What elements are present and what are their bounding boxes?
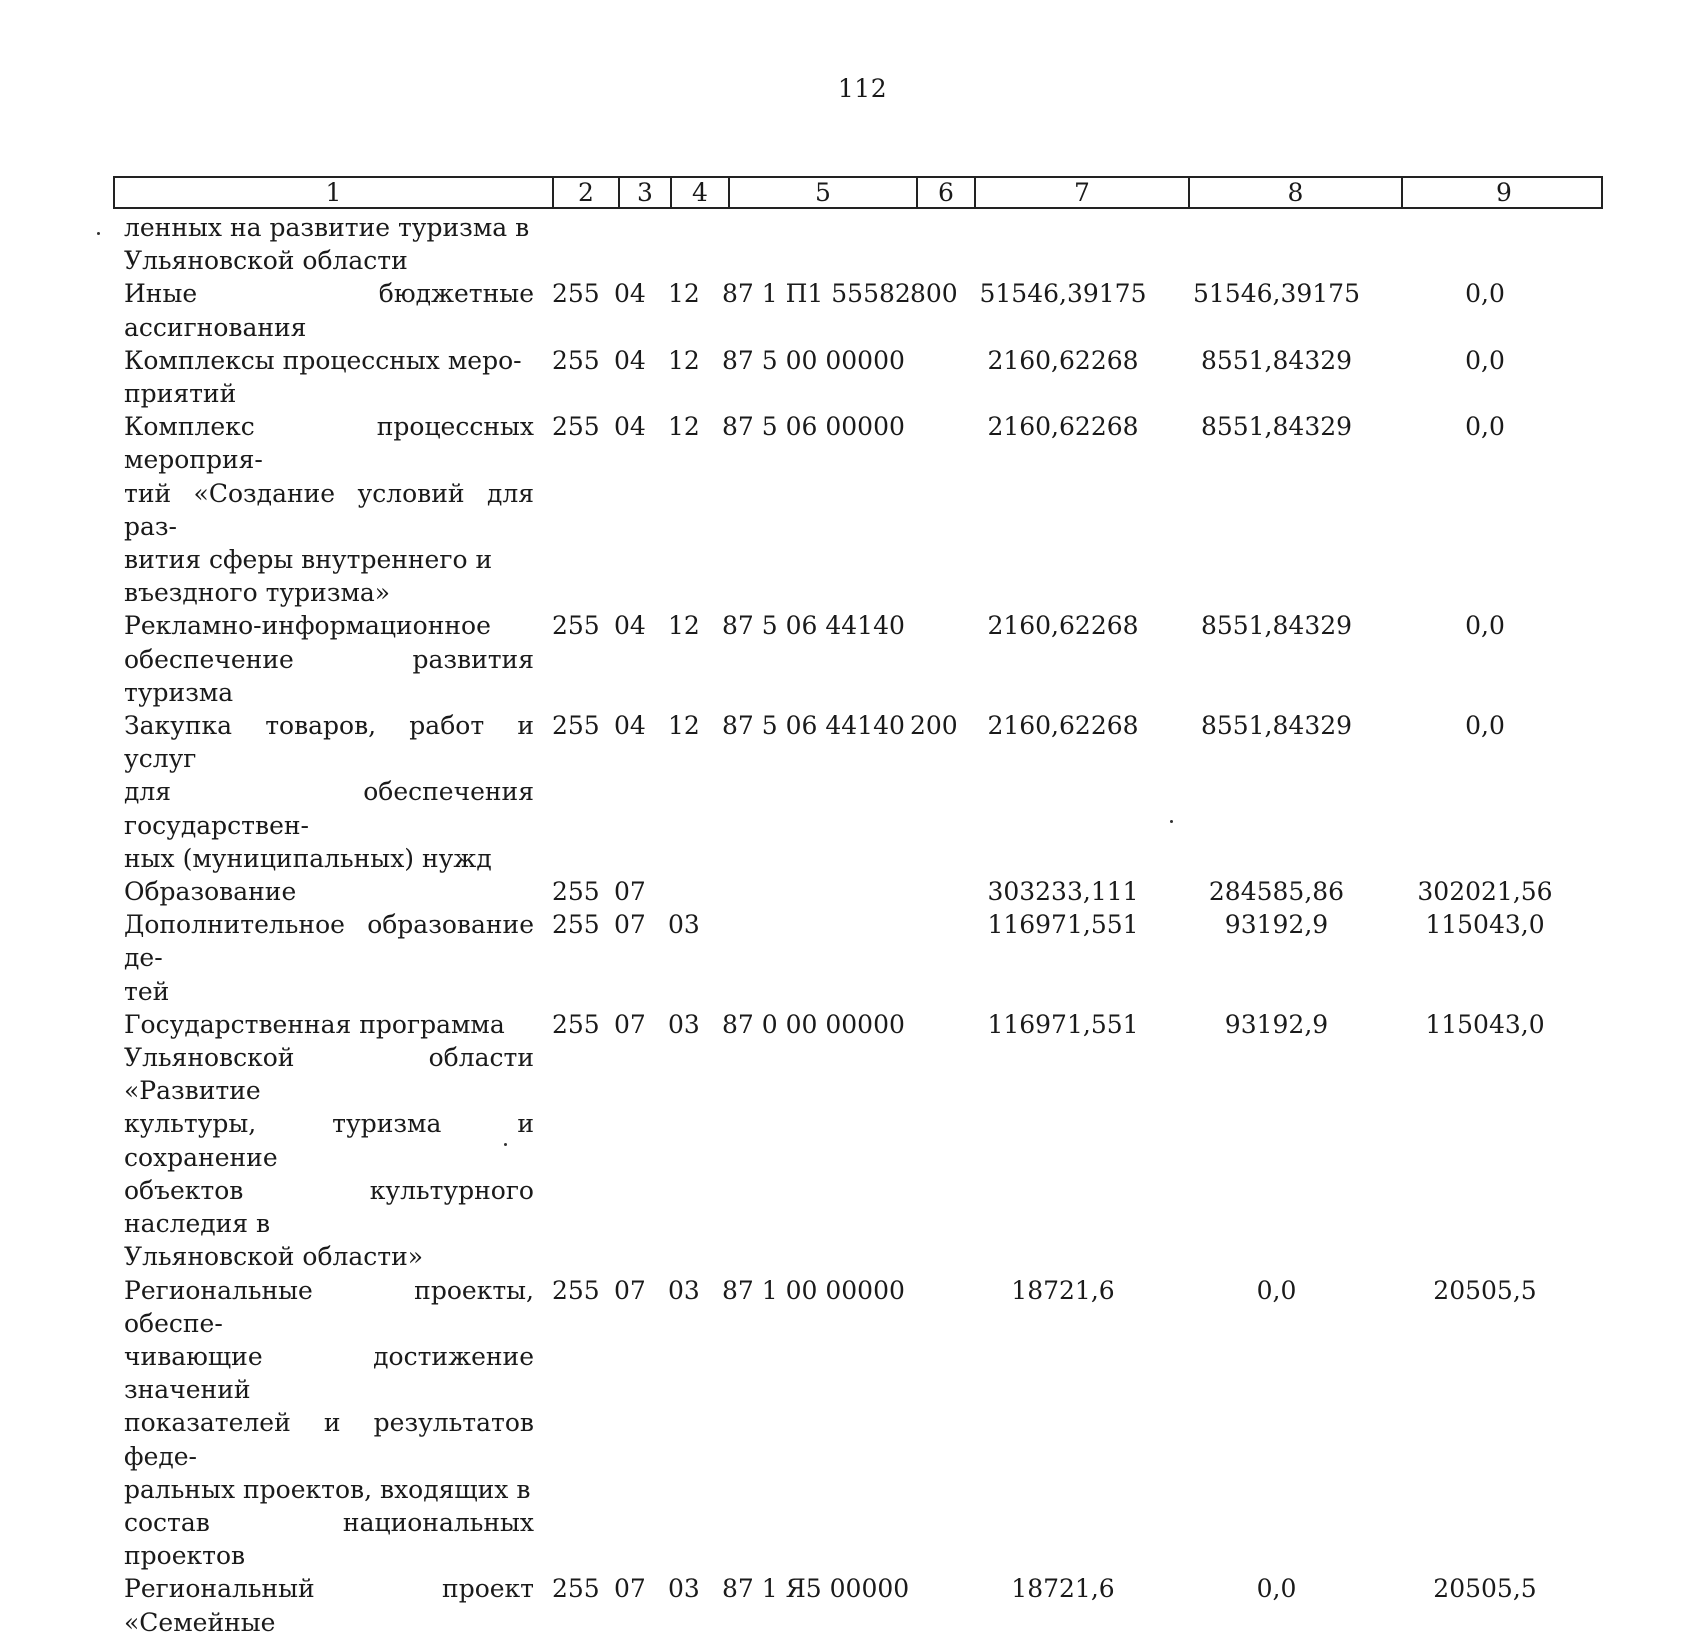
table-row xyxy=(124,211,1624,277)
col-4-value xyxy=(656,875,710,908)
col-4-value: 03 xyxy=(668,1574,700,1604)
header-col-3: 3 xyxy=(618,178,670,208)
col-8-value: 93192,9 xyxy=(1224,910,1329,940)
col-3-value xyxy=(602,211,656,277)
row-description: Дополнительное образование де- тей xyxy=(124,910,534,1006)
col-8-value: 8551,84329 xyxy=(1200,345,1353,375)
col-5-value: 87 1 00 00000 xyxy=(722,1275,905,1305)
scan-mark xyxy=(504,1143,507,1146)
col-2-value: 255 xyxy=(552,611,600,641)
col-9-value: 0,0 xyxy=(1465,345,1505,375)
col-2-value xyxy=(540,211,602,277)
table-row xyxy=(124,908,1624,1008)
table-row xyxy=(124,609,1624,709)
col-4-value: 12 xyxy=(668,711,700,741)
col-7-value: 18721,6 xyxy=(1011,1574,1115,1604)
col-9-value: 0,0 xyxy=(1465,412,1505,442)
row-description: Региональный проект «Семейные xyxy=(124,1574,534,1637)
header-col-2: 2 xyxy=(552,178,618,208)
col-2-value: 255 xyxy=(552,711,600,741)
col-5-value: 87 1 Я5 00000 xyxy=(722,1574,910,1604)
col-4-value: 12 xyxy=(668,345,700,375)
col-5-value: 87 5 06 44140 xyxy=(722,611,905,641)
row-description: Комплексы процессных меро- приятий xyxy=(124,345,522,409)
table-row xyxy=(124,1572,1624,1638)
table-row xyxy=(124,1274,1624,1573)
col-3-value: 07 xyxy=(614,1574,646,1604)
col-6-value xyxy=(898,1572,956,1638)
page-number: 112 xyxy=(837,74,888,103)
col-2-value: 255 xyxy=(552,1009,600,1039)
col-7-value: 116971,551 xyxy=(987,1009,1139,1039)
col-8-value: 284585,86 xyxy=(1208,877,1345,907)
col-8-value: 93192,9 xyxy=(1224,1009,1329,1039)
col-6-value xyxy=(898,344,956,410)
col-2-value: 255 xyxy=(552,345,600,375)
table-row xyxy=(124,277,1624,343)
col-9-value: 20505,5 xyxy=(1433,1275,1537,1305)
col-6-value xyxy=(898,211,956,277)
table-row xyxy=(124,709,1624,875)
col-3-value: 04 xyxy=(614,711,646,741)
col-3-value: 07 xyxy=(614,877,646,907)
row-description: Региональные проекты, обеспе- чивающие достижение значений показателей и результатов феде- ральных проектов, входящих в состав национальных проектов xyxy=(124,1275,534,1571)
col-7-value: 303233,111 xyxy=(987,877,1139,907)
col-4-value: 12 xyxy=(668,279,700,309)
col-5-value: 87 1 П1 55582 xyxy=(722,279,911,309)
col-6-value: 200 xyxy=(910,711,958,741)
col-9-value: 20505,5 xyxy=(1433,1574,1537,1604)
header-col-5: 5 xyxy=(728,178,916,208)
table-row xyxy=(124,1008,1624,1274)
row-description: Комплекс процессных мероприя- тий «Создание условий для раз- вития сферы внутреннего и въездного туризма» xyxy=(124,412,534,608)
col-5-value xyxy=(710,875,898,908)
budget-table-body xyxy=(124,211,1624,1639)
col-3-value: 04 xyxy=(614,611,646,641)
col-8-value: 0,0 xyxy=(1256,1275,1297,1305)
col-8-value xyxy=(1170,211,1383,277)
table-row xyxy=(124,410,1624,609)
col-7-value: 51546,39175 xyxy=(979,279,1147,309)
scan-mark xyxy=(1170,820,1173,823)
col-3-value: 07 xyxy=(614,910,646,940)
col-9-value: 0,0 xyxy=(1465,611,1505,641)
col-8-value: 8551,84329 xyxy=(1200,611,1353,641)
col-5-value: 87 0 00 00000 xyxy=(722,1009,905,1039)
col-2-value: 255 xyxy=(552,412,600,442)
col-4-value: 12 xyxy=(668,611,700,641)
table-row xyxy=(124,344,1624,410)
col-9-value: 0,0 xyxy=(1465,279,1505,309)
col-4-value: 03 xyxy=(668,910,700,940)
col-7-value: 116971,551 xyxy=(987,910,1139,940)
col-3-value: 07 xyxy=(614,1009,646,1039)
header-col-1: 1 xyxy=(325,178,342,207)
row-description: Иные бюджетные ассигнования xyxy=(124,279,534,342)
col-9-value: 0,0 xyxy=(1465,711,1505,741)
row-description: Государственная программа Ульяновской области «Развитие культуры, туризма и сохранение объектов культурного наследия в Ульяновской области» xyxy=(124,1009,534,1272)
col-6-value xyxy=(898,1008,956,1274)
header-col-6: 6 xyxy=(916,178,974,208)
col-6-value: 800 xyxy=(910,279,958,309)
col-2-value: 255 xyxy=(552,877,600,907)
col-4-value: 03 xyxy=(668,1275,700,1305)
col-6-value xyxy=(898,875,956,908)
col-3-value: 07 xyxy=(614,1275,646,1305)
col-5-value: 87 5 00 00000 xyxy=(722,345,905,375)
header-col-8: 8 xyxy=(1188,178,1401,208)
col-5-value xyxy=(710,908,898,1008)
col-3-value: 04 xyxy=(614,412,646,442)
col-9-value: 302021,56 xyxy=(1417,877,1553,907)
col-8-value: 51546,39175 xyxy=(1192,279,1360,309)
col-5-value xyxy=(710,211,898,277)
col-7-value: 2160,62268 xyxy=(987,711,1139,741)
row-description: ленных на развитие туризма в Ульяновской области xyxy=(124,213,530,276)
col-4-value: 03 xyxy=(668,1009,700,1039)
col-2-value: 255 xyxy=(552,1275,600,1305)
col-2-value: 255 xyxy=(552,910,600,940)
col-8-value: 8551,84329 xyxy=(1200,412,1353,442)
col-3-value: 04 xyxy=(614,345,646,375)
col-5-value: 87 5 06 00000 xyxy=(722,412,905,442)
header-col-4: 4 xyxy=(670,178,728,208)
col-6-value xyxy=(898,1274,956,1573)
col-7-value: 2160,62268 xyxy=(987,412,1139,442)
col-7-value: 18721,6 xyxy=(1011,1275,1115,1305)
col-8-value: 0,0 xyxy=(1256,1574,1297,1604)
col-9-value xyxy=(1383,211,1587,277)
col-3-value: 04 xyxy=(614,279,646,309)
col-7-value: 2160,62268 xyxy=(987,611,1139,641)
col-9-value: 115043,0 xyxy=(1425,1009,1545,1039)
col-6-value xyxy=(898,410,956,609)
col-7-value xyxy=(956,211,1170,277)
table-header-row xyxy=(113,176,1603,209)
header-col-9: 9 xyxy=(1401,178,1605,208)
row-description: Рекламно-информационное обеспечение развития туризма xyxy=(124,611,534,707)
table-row xyxy=(124,875,1624,908)
row-description: Образование xyxy=(124,877,297,907)
scan-mark xyxy=(97,232,100,235)
col-2-value: 255 xyxy=(552,1574,600,1604)
col-4-value xyxy=(656,211,710,277)
col-6-value xyxy=(898,908,956,1008)
col-6-value xyxy=(898,609,956,709)
col-7-value: 2160,62268 xyxy=(987,345,1139,375)
header-col-7: 7 xyxy=(974,178,1188,208)
col-8-value: 8551,84329 xyxy=(1200,711,1353,741)
col-4-value: 12 xyxy=(668,412,700,442)
col-5-value: 87 5 06 44140 xyxy=(722,711,905,741)
col-2-value: 255 xyxy=(552,279,600,309)
row-description: Закупка товаров, работ и услуг для обеспечения государствен- ных (муниципальных) нужд xyxy=(124,711,534,873)
col-9-value: 115043,0 xyxy=(1425,910,1545,940)
